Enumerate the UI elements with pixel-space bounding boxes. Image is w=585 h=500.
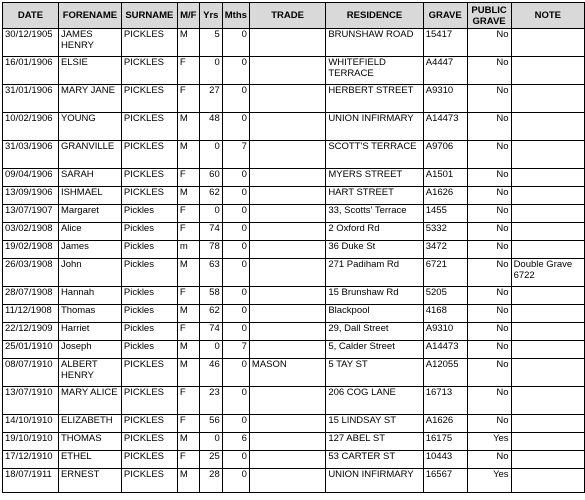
years-cell: 28 <box>199 469 222 493</box>
date-cell: 31/01/1906 <box>3 85 59 113</box>
years-cell: 27 <box>199 85 222 113</box>
months-cell: 0 <box>222 85 249 113</box>
header-forename: FORENAME <box>58 3 121 29</box>
surname-cell: PICKLES <box>121 29 177 57</box>
forename-cell: John <box>58 259 121 287</box>
forename-cell: Harriet <box>58 323 121 341</box>
residence-cell: 29, Dall Street <box>326 323 423 341</box>
table-row <box>3 287 585 305</box>
note-cell <box>511 187 584 205</box>
surname-cell: PICKLES <box>121 187 177 205</box>
months-cell: 0 <box>222 305 249 323</box>
months-cell: 0 <box>222 415 249 433</box>
public-grave-cell: No <box>467 451 511 469</box>
forename-cell: James <box>58 241 121 259</box>
months-cell: 7 <box>222 341 249 359</box>
date-cell: 19/10/1910 <box>3 433 59 451</box>
trade-cell <box>249 57 325 85</box>
residence-cell: 53 CARTER ST <box>326 451 423 469</box>
note-cell <box>511 469 584 493</box>
trade-cell <box>249 241 325 259</box>
sex-cell: M <box>177 305 199 323</box>
public-grave-cell: No <box>467 305 511 323</box>
header-public-grave: PUBLIC GRAVE <box>467 3 511 29</box>
residence-cell: 206 COG LANE <box>326 387 423 415</box>
surname-cell: Pickles <box>121 287 177 305</box>
years-cell: 5 <box>199 29 222 57</box>
months-cell: 0 <box>222 451 249 469</box>
residence-cell: Blackpool <box>326 305 423 323</box>
header-date: DATE <box>3 3 59 29</box>
note-cell <box>511 305 584 323</box>
trade-cell <box>249 187 325 205</box>
note-cell <box>511 57 584 85</box>
residence-cell: HERBERT STREET <box>326 85 423 113</box>
forename-cell: ERNEST <box>58 469 121 493</box>
grave-cell: 3472 <box>423 241 467 259</box>
public-grave-cell: No <box>467 359 511 387</box>
table-row <box>3 85 585 113</box>
surname-cell: PICKLES <box>121 433 177 451</box>
forename-cell: Thomas <box>58 305 121 323</box>
forename-cell: ALBERT HENRY <box>58 359 121 387</box>
trade-cell <box>249 29 325 57</box>
grave-cell: A14473 <box>423 113 467 141</box>
note-cell <box>511 323 584 341</box>
note-cell <box>511 205 584 223</box>
sex-cell: M <box>177 187 199 205</box>
note-cell <box>511 433 584 451</box>
residence-cell: HART STREET <box>326 187 423 205</box>
header-row <box>3 3 585 29</box>
grave-cell: A14473 <box>423 341 467 359</box>
table-row <box>3 57 585 85</box>
years-cell: 0 <box>199 57 222 85</box>
years-cell: 25 <box>199 451 222 469</box>
surname-cell: Pickles <box>121 241 177 259</box>
note-cell <box>511 85 584 113</box>
table-row <box>3 113 585 141</box>
trade-cell <box>249 415 325 433</box>
residence-cell: 127 ABEL ST <box>326 433 423 451</box>
date-cell: 25/01/1910 <box>3 341 59 359</box>
grave-cell: A1626 <box>423 415 467 433</box>
years-cell: 0 <box>199 433 222 451</box>
forename-cell: SARAH <box>58 169 121 187</box>
surname-cell: PICKLES <box>121 57 177 85</box>
public-grave-cell: No <box>467 29 511 57</box>
residence-cell: 15 LINDSAY ST <box>326 415 423 433</box>
sex-cell: m <box>177 241 199 259</box>
table-row <box>3 323 585 341</box>
surname-cell: PICKLES <box>121 387 177 415</box>
public-grave-cell: No <box>467 187 511 205</box>
years-cell: 48 <box>199 113 222 141</box>
public-grave-cell: No <box>467 287 511 305</box>
surname-cell: Pickles <box>121 323 177 341</box>
residence-cell: 5 TAY ST <box>326 359 423 387</box>
residence-cell: MYERS STREET <box>326 169 423 187</box>
grave-cell: A9310 <box>423 85 467 113</box>
months-cell: 6 <box>222 433 249 451</box>
public-grave-cell: No <box>467 57 511 85</box>
public-grave-cell: No <box>467 341 511 359</box>
date-cell: 09/04/1906 <box>3 169 59 187</box>
header-grave: GRAVE <box>423 3 467 29</box>
grave-cell: A4447 <box>423 57 467 85</box>
years-cell: 63 <box>199 259 222 287</box>
residence-cell: UNION INFIRMARY <box>326 113 423 141</box>
table-body <box>3 29 585 493</box>
sex-cell: M <box>177 359 199 387</box>
table-row <box>3 187 585 205</box>
date-cell: 03/02/1908 <box>3 223 59 241</box>
table-row <box>3 415 585 433</box>
grave-cell: 1455 <box>423 205 467 223</box>
table-row <box>3 223 585 241</box>
trade-cell <box>249 323 325 341</box>
date-cell: 10/02/1906 <box>3 113 59 141</box>
table-row <box>3 451 585 469</box>
public-grave-cell: No <box>467 241 511 259</box>
surname-cell: PICKLES <box>121 113 177 141</box>
date-cell: 19/02/1908 <box>3 241 59 259</box>
surname-cell: PICKLES <box>121 415 177 433</box>
forename-cell: ISHMAEL <box>58 187 121 205</box>
months-cell: 0 <box>222 187 249 205</box>
months-cell: 0 <box>222 259 249 287</box>
table-row <box>3 305 585 323</box>
grave-cell: 15417 <box>423 29 467 57</box>
years-cell: 78 <box>199 241 222 259</box>
forename-cell: ELSIE <box>58 57 121 85</box>
surname-cell: PICKLES <box>121 451 177 469</box>
forename-cell: ETHEL <box>58 451 121 469</box>
grave-cell: A12055 <box>423 359 467 387</box>
months-cell: 0 <box>222 205 249 223</box>
months-cell: 0 <box>222 387 249 415</box>
date-cell: 28/07/1908 <box>3 287 59 305</box>
note-cell <box>511 241 584 259</box>
trade-cell <box>249 451 325 469</box>
note-cell <box>511 451 584 469</box>
date-cell: 30/12/1905 <box>3 29 59 57</box>
sex-cell: F <box>177 57 199 85</box>
years-cell: 0 <box>199 141 222 169</box>
years-cell: 0 <box>199 341 222 359</box>
forename-cell: Joseph <box>58 341 121 359</box>
months-cell: 0 <box>222 29 249 57</box>
trade-cell <box>249 85 325 113</box>
trade-cell <box>249 305 325 323</box>
forename-cell: ELIZABETH <box>58 415 121 433</box>
years-cell: 0 <box>199 205 222 223</box>
date-cell: 11/12/1908 <box>3 305 59 323</box>
months-cell: 0 <box>222 113 249 141</box>
grave-cell: 16713 <box>423 387 467 415</box>
table-row <box>3 259 585 287</box>
date-cell: 08/07/1910 <box>3 359 59 387</box>
months-cell: 0 <box>222 169 249 187</box>
note-cell: Double Grave 6722 <box>511 259 584 287</box>
public-grave-cell: No <box>467 205 511 223</box>
residence-cell: UNION INFIRMARY <box>326 469 423 493</box>
note-cell <box>511 113 584 141</box>
forename-cell: THOMAS <box>58 433 121 451</box>
table-row <box>3 359 585 387</box>
date-cell: 14/10/1910 <box>3 415 59 433</box>
forename-cell: YOUNG <box>58 113 121 141</box>
trade-cell <box>249 169 325 187</box>
header-yrs: Yrs <box>199 3 222 29</box>
sex-cell: M <box>177 341 199 359</box>
sex-cell: F <box>177 223 199 241</box>
sex-cell: M <box>177 141 199 169</box>
table-row <box>3 169 585 187</box>
header-surname: SURNAME <box>121 3 177 29</box>
trade-cell <box>249 387 325 415</box>
forename-cell: MARY JANE <box>58 85 121 113</box>
public-grave-cell: No <box>467 415 511 433</box>
sex-cell: M <box>177 259 199 287</box>
date-cell: 17/12/1910 <box>3 451 59 469</box>
months-cell: 0 <box>222 359 249 387</box>
years-cell: 46 <box>199 359 222 387</box>
years-cell: 74 <box>199 223 222 241</box>
sex-cell: F <box>177 387 199 415</box>
date-cell: 13/07/1907 <box>3 205 59 223</box>
date-cell: 13/07/1910 <box>3 387 59 415</box>
grave-cell: 5205 <box>423 287 467 305</box>
date-cell: 18/07/1911 <box>3 469 59 493</box>
grave-cell: A1501 <box>423 169 467 187</box>
header-trade: TRADE <box>249 3 325 29</box>
note-cell <box>511 287 584 305</box>
forename-cell: MARY ALICE <box>58 387 121 415</box>
table-row <box>3 29 585 57</box>
sex-cell: F <box>177 323 199 341</box>
residence-cell: SCOTT'S TERRACE <box>326 141 423 169</box>
note-cell <box>511 141 584 169</box>
months-cell: 0 <box>222 57 249 85</box>
note-cell <box>511 29 584 57</box>
surname-cell: PICKLES <box>121 469 177 493</box>
trade-cell <box>249 259 325 287</box>
trade-cell <box>249 469 325 493</box>
table-row <box>3 341 585 359</box>
public-grave-cell: No <box>467 387 511 415</box>
surname-cell: Pickles <box>121 205 177 223</box>
trade-cell <box>249 287 325 305</box>
table-row <box>3 469 585 493</box>
grave-cell: 16175 <box>423 433 467 451</box>
months-cell: 0 <box>222 223 249 241</box>
trade-cell <box>249 433 325 451</box>
forename-cell: GRANVILLE <box>58 141 121 169</box>
years-cell: 23 <box>199 387 222 415</box>
public-grave-cell: Yes <box>467 469 511 493</box>
months-cell: 7 <box>222 141 249 169</box>
surname-cell: Pickles <box>121 341 177 359</box>
grave-cell: A9706 <box>423 141 467 169</box>
table-row <box>3 387 585 415</box>
residence-cell: 36 Duke St <box>326 241 423 259</box>
note-cell <box>511 415 584 433</box>
years-cell: 62 <box>199 305 222 323</box>
residence-cell: BRUNSHAW ROAD <box>326 29 423 57</box>
years-cell: 60 <box>199 169 222 187</box>
trade-cell <box>249 113 325 141</box>
header-mths: Mths <box>222 3 249 29</box>
note-cell <box>511 341 584 359</box>
months-cell: 0 <box>222 323 249 341</box>
note-cell <box>511 387 584 415</box>
table-row <box>3 433 585 451</box>
residence-cell: 15 Brunshaw Rd <box>326 287 423 305</box>
date-cell: 31/03/1906 <box>3 141 59 169</box>
surname-cell: Pickles <box>121 305 177 323</box>
note-cell <box>511 169 584 187</box>
public-grave-cell: Yes <box>467 433 511 451</box>
surname-cell: Pickles <box>121 259 177 287</box>
header-residence: RESIDENCE <box>326 3 423 29</box>
grave-cell: 5332 <box>423 223 467 241</box>
residence-cell: 271 Padiham Rd <box>326 259 423 287</box>
residence-cell: 2 Oxford Rd <box>326 223 423 241</box>
trade-cell <box>249 205 325 223</box>
public-grave-cell: No <box>467 223 511 241</box>
table-row <box>3 205 585 223</box>
years-cell: 62 <box>199 187 222 205</box>
months-cell: 0 <box>222 287 249 305</box>
residence-cell: 5, Calder Street <box>326 341 423 359</box>
date-cell: 16/01/1906 <box>3 57 59 85</box>
residence-cell: WHITEFIELD TERRACE <box>326 57 423 85</box>
surname-cell: PICKLES <box>121 85 177 113</box>
public-grave-cell: No <box>467 323 511 341</box>
sex-cell: F <box>177 85 199 113</box>
sex-cell: M <box>177 469 199 493</box>
public-grave-cell: No <box>467 141 511 169</box>
surname-cell: PICKLES <box>121 169 177 187</box>
grave-cell: A1626 <box>423 187 467 205</box>
forename-cell: JAMES HENRY <box>58 29 121 57</box>
table-row <box>3 141 585 169</box>
forename-cell: Alice <box>58 223 121 241</box>
surname-cell: PICKLES <box>121 141 177 169</box>
trade-cell: MASON <box>249 359 325 387</box>
date-cell: 22/12/1909 <box>3 323 59 341</box>
sex-cell: F <box>177 169 199 187</box>
public-grave-cell: No <box>467 169 511 187</box>
grave-cell: 6721 <box>423 259 467 287</box>
sex-cell: M <box>177 29 199 57</box>
forename-cell: Hannah <box>58 287 121 305</box>
trade-cell <box>249 141 325 169</box>
note-cell <box>511 223 584 241</box>
sex-cell: M <box>177 113 199 141</box>
sex-cell: F <box>177 287 199 305</box>
date-cell: 26/03/1908 <box>3 259 59 287</box>
note-cell <box>511 359 584 387</box>
surname-cell: PICKLES <box>121 359 177 387</box>
months-cell: 0 <box>222 241 249 259</box>
sex-cell: F <box>177 205 199 223</box>
years-cell: 58 <box>199 287 222 305</box>
grave-cell: 16567 <box>423 469 467 493</box>
public-grave-cell: No <box>467 259 511 287</box>
sex-cell: F <box>177 451 199 469</box>
trade-cell <box>249 341 325 359</box>
header-sex: M/F <box>177 3 199 29</box>
date-cell: 13/09/1906 <box>3 187 59 205</box>
grave-cell: A9310 <box>423 323 467 341</box>
years-cell: 74 <box>199 323 222 341</box>
forename-cell: Margaret <box>58 205 121 223</box>
header-note: NOTE <box>511 3 584 29</box>
years-cell: 56 <box>199 415 222 433</box>
sex-cell: M <box>177 433 199 451</box>
grave-cell: 10443 <box>423 451 467 469</box>
burial-records-table <box>2 2 585 493</box>
public-grave-cell: No <box>467 85 511 113</box>
sex-cell: F <box>177 415 199 433</box>
months-cell: 0 <box>222 469 249 493</box>
grave-cell: 4168 <box>423 305 467 323</box>
surname-cell: Pickles <box>121 223 177 241</box>
public-grave-cell: No <box>467 113 511 141</box>
trade-cell <box>249 223 325 241</box>
residence-cell: 33, Scotts' Terrace <box>326 205 423 223</box>
table-row <box>3 241 585 259</box>
